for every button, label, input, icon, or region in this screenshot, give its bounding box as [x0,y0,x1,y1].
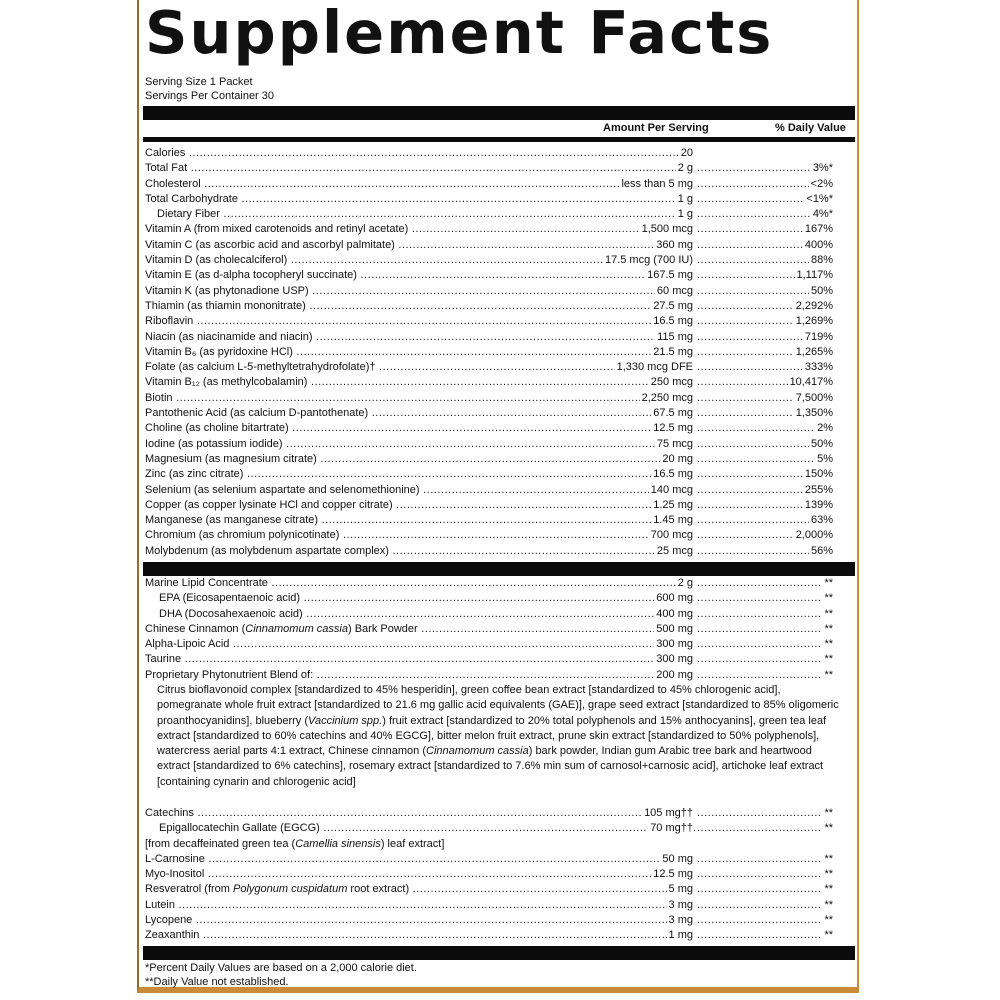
nutrient-row [145,544,851,559]
daily-value: <2% [810,177,833,190]
nutrient-name: Vitamin A (from mixed carotenoids and retinyl acetate) ..... [145,222,681,237]
nutrient-name: Total Carbohydrate ..... [145,192,681,207]
daily-value: ** [824,914,833,927]
amount-per-serving: 16.5 mg [651,467,693,482]
nutrient-name: Folate (as calcium L-5-methyltetrahydrofolate)† ..... [145,360,681,375]
daily-value: 150% [804,468,833,481]
footnote-daily-values: *Percent Daily Values are based on a 2,000 calorie diet. [145,962,417,974]
amount-per-serving: 300 mg [654,652,693,667]
amount-per-serving: 105 mg†† [642,806,693,821]
amount-per-serving: 27.5 mg [651,299,693,314]
amount-per-serving: 67.5 mg [651,406,693,421]
nutrient-row [145,528,851,543]
nutrient-row [145,821,851,836]
amount-per-serving: 12.5 mg [651,867,693,882]
nutrient-row [145,668,851,683]
daily-value: 2,292% [795,299,833,312]
nutrient-row [145,913,851,928]
daily-value: 10,417% [789,376,833,389]
amount-per-serving: 1,500 mcg [640,222,693,237]
daily-value: ** [824,592,833,605]
amount-per-serving: 200 mg [654,668,693,683]
amount-per-serving: 21.5 mg [651,345,693,360]
daily-value: 4%* [812,208,833,221]
daily-value: 333% [804,361,833,374]
daily-value: ** [824,668,833,681]
header-amount-per-serving: Amount Per Serving [603,122,709,134]
daily-value: 3%* [812,162,833,175]
nutrient-row [145,222,851,237]
nutrient-name: DHA (Docosahexaenoic acid) ..... [145,607,695,622]
nutrient-name: Taurine ..... [145,652,681,667]
nutrient-name: Resveratrol (from Polygonum cuspidatum root extract) ..... [145,882,681,897]
daily-value: 2% [817,422,833,435]
daily-value: ** [824,577,833,589]
nutrient-row [145,637,851,652]
nutrient-name: Biotin ..... [145,391,681,406]
amount-per-serving: 16.5 mg [651,314,693,329]
amount-per-serving: 5 mg [667,882,693,897]
nutrient-row [145,268,851,283]
amount-per-serving: 75 mcg [655,437,693,452]
daily-value: 88% [810,254,833,267]
amount-per-serving: 20 mg [660,452,693,467]
nutrient-row [145,928,851,943]
nutrient-name: Lutein ..... [145,898,681,913]
daily-value: <1%* [806,192,833,205]
amount-per-serving: 140 mcg [649,483,693,498]
daily-value: 5% [817,452,833,465]
nutrient-row [145,513,851,528]
nutrient-row [145,161,851,176]
nutrient-row [145,498,851,513]
nutrient-name: Proprietary Phytonutrient Blend of: ..... [145,668,681,683]
daily-value: 2,000% [795,529,833,542]
nutrient-name: Cholesterol ..... [145,177,681,192]
amount-per-serving: 2 g [676,576,693,591]
amount-per-serving: 1.25 mg [651,498,693,513]
daily-value: 167% [804,223,833,236]
nutrient-row [145,314,851,329]
nutrient-name: Riboflavin ..... [145,314,681,329]
daily-value: ** [824,622,833,635]
amount-per-serving: 60 mcg [655,284,693,299]
amount-per-serving: 1.45 mg [651,513,693,528]
amount-per-serving: 167.5 mg [645,268,693,283]
nutrient-row [145,146,851,161]
amount-per-serving: 2 g [676,161,693,176]
footnote-not-established: **Daily Value not established. [145,976,289,988]
supplement-facts-panel [137,0,859,993]
nutrient-row [145,391,851,406]
nutrient-name: Zeaxanthin ..... [145,928,681,943]
amount-per-serving: 1 mg [667,928,693,943]
nutrient-row [145,238,851,253]
nutrient-row [145,806,851,821]
nutrient-name: Calories ..... [145,146,681,161]
nutrient-name: Alpha-Lipoic Acid ..... [145,637,681,652]
nutrient-row [145,207,851,222]
amount-per-serving: 1,330 mcg DFE [615,360,693,375]
nutrient-row [145,253,851,268]
amount-per-serving: 360 mg [654,238,693,253]
daily-value: ** [824,638,833,651]
amount-per-serving: 500 mg [654,622,693,637]
amount-per-serving: 17.5 mcg (700 IU) [603,253,693,268]
nutrient-row [145,375,851,390]
nutrient-row [145,483,851,498]
nutrient-row [145,345,851,360]
nutrient-name: Magnesium (as magnesium citrate) ..... [145,452,681,467]
nutrient-name: Vitamin D (as cholecalciferol) ..... [145,253,681,268]
nutrient-name: Thiamin (as thiamin mononitrate) ..... [145,299,681,314]
daily-value: 50% [810,284,833,297]
amount-per-serving: 250 mcg [649,375,693,390]
daily-value: ** [824,898,833,911]
nutrient-row [145,652,851,667]
nutrient-name: Vitamin C (as ascorbic acid and ascorbyl palmitate) ..... [145,238,681,253]
nutrient-row [145,576,851,591]
daily-value: 139% [804,498,833,511]
nutrient-row [145,406,851,421]
nutrient-row [145,622,851,637]
header-daily-value: % Daily Value [775,122,846,134]
daily-value: ** [824,822,833,835]
nutrient-name: Chinese Cinnamon (Cinnamomum cassia) Bark Powder ..... [145,622,681,637]
amount-per-serving: 1 g [676,207,693,222]
daily-value: ** [824,883,833,896]
thin-divider [143,137,855,142]
serving-info [145,75,274,103]
nutrient-name: Choline (as choline bitartrate) ..... [145,421,681,436]
blend-description: Citrus bioflavonoid complex [standardized to 45% hesperidin], green coffee bean extract [standardized to 45% chlorogenic acid], pomegranate whole fruit extract [standardized to 21.6 mg gallic acid equivalents (GAE)], grape seed extract [standardized to 85% oligomeric proanthocyanidins], blueberry (Vaccinium spp.) fruit extract [standardized to 20% total polyphenols and 15% anthocyanins], green tea leaf extract [standardized to 60% catechins and 40% EGCG], bitter melon fruit extract, prune skin extract [standardized to 50% polyphenols], watercress aerial parts 4:1 extract, Chinese cinnamon (Cinnamomum cassia) bark powder, Indian gum Arabic tree bark and heartwood extract [standardized to 6% catechins], rosemary extract [standardized to 7.6% min sum of carnosol+carnosic acid], artichoke leaf extract [containing cynarin and chlorogenic acid] [157,684,839,788]
amount-per-serving: 300 mg [654,637,693,652]
daily-value: ** [824,852,833,865]
daily-value: 1,265% [795,345,833,358]
nutrient-name: Molybdenum (as molybdenum aspartate complex) ..... [145,544,681,559]
ingredient-list-continued [145,806,851,944]
ingredient-list [145,576,851,683]
servings-per-container: Servings Per Container 30 [145,90,275,102]
nutrient-name: Epigallocatechin Gallate (EGCG) ..... [145,821,695,836]
nutrient-name: Selenium (as selenium aspartate and selenomethionine) ..... [145,483,681,498]
nutrient-row [145,360,851,375]
amount-per-serving: 70 mg†† [648,821,693,836]
nutrient-name: [from decaffeinated green tea (Camellia sinensis) leaf extract] [145,837,445,850]
amount-per-serving: 3 mg [667,898,693,913]
nutrient-row [145,421,851,436]
nutrient-row [145,299,851,314]
daily-value: 50% [810,437,833,450]
nutrient-name: Zinc (as zinc citrate) ..... [145,467,681,482]
nutrient-name: Vitamin K (as phytonadione USP) ..... [145,284,681,299]
nutrient-name: Marine Lipid Concentrate ..... [145,576,681,591]
nutrient-row [145,882,851,897]
nutrient-row [145,177,851,192]
daily-value: 1,350% [795,407,833,420]
amount-per-serving: 25 mcg [655,544,693,559]
nutrient-name: L-Carnosine ..... [145,852,681,867]
daily-value: ** [824,653,833,666]
daily-value: 255% [804,483,833,496]
daily-value: 7,500% [795,391,833,404]
nutrient-row [145,867,851,882]
amount-per-serving: 12.5 mg [651,421,693,436]
daily-value: 56% [810,544,833,557]
nutrient-row [145,837,851,852]
nutrient-name: Chromium (as chromium polynicotinate) ..... [145,528,681,543]
nutrient-name: Niacin (as niacinamide and niacin) ..... [145,330,681,345]
serving-size: Serving Size 1 Packet [145,76,253,88]
thick-divider-middle [143,562,855,576]
nutrient-name: Dietary Fiber ..... [145,207,693,222]
daily-value: ** [824,807,833,819]
nutrient-name: Pantothenic Acid (as calcium D-pantothenate) ..... [145,406,681,421]
amount-per-serving: 700 mcg [649,528,693,543]
daily-value: 1,117% [796,269,833,282]
amount-per-serving: 115 mg [655,330,693,345]
nutrient-row [145,467,851,482]
nutrient-row [145,898,851,913]
daily-value: 1,269% [795,315,833,328]
daily-value: 400% [804,238,833,251]
nutrient-name: Lycopene ..... [145,913,681,928]
nutrient-row [145,437,851,452]
nutrient-name: Vitamin E (as d-alpha tocopheryl succinate) ..... [145,268,681,283]
thick-divider-bottom [143,946,855,960]
amount-per-serving: 600 mg [654,591,693,606]
nutrient-row [145,284,851,299]
nutrient-row [145,591,851,606]
nutrient-name: Vitamin B₆ (as pyridoxine HCl) ..... [145,345,681,360]
nutrient-name: Myo-Inositol ..... [145,867,681,882]
nutrient-row [145,452,851,467]
nutrient-row [145,192,851,207]
daily-value: 719% [804,330,833,343]
nutrient-name: Vitamin B₁₂ (as methylcobalamin) ..... [145,375,681,390]
nutrient-list [145,146,851,559]
daily-value: ** [824,929,833,942]
amount-per-serving: 1 g [676,192,693,207]
amount-per-serving: 2,250 mcg [640,391,693,406]
amount-per-serving: 20 [679,146,693,161]
panel-title: Supplement Facts [145,0,774,67]
nutrient-name: Catechins ..... [145,806,681,821]
nutrient-name: Total Fat ..... [145,161,681,176]
thick-divider-top [143,106,855,120]
nutrient-row [145,330,851,345]
daily-value: ** [824,868,833,881]
amount-per-serving: 50 mg [660,852,693,867]
amount-per-serving: 400 mg [654,607,693,622]
nutrient-row [145,852,851,867]
daily-value: ** [824,607,833,620]
nutrient-name: Manganese (as manganese citrate) ..... [145,513,681,528]
nutrient-name: Copper (as copper lysinate HCl and copper citrate) ..... [145,498,681,513]
nutrient-row [145,607,851,622]
nutrient-name: Iodine (as potassium iodide) ..... [145,437,681,452]
amount-per-serving: less than 5 mg [619,177,693,192]
nutrient-name: EPA (Eicosapentaenoic acid) ..... [145,591,695,606]
amount-per-serving: 3 mg [667,913,693,928]
daily-value: 63% [810,514,833,527]
